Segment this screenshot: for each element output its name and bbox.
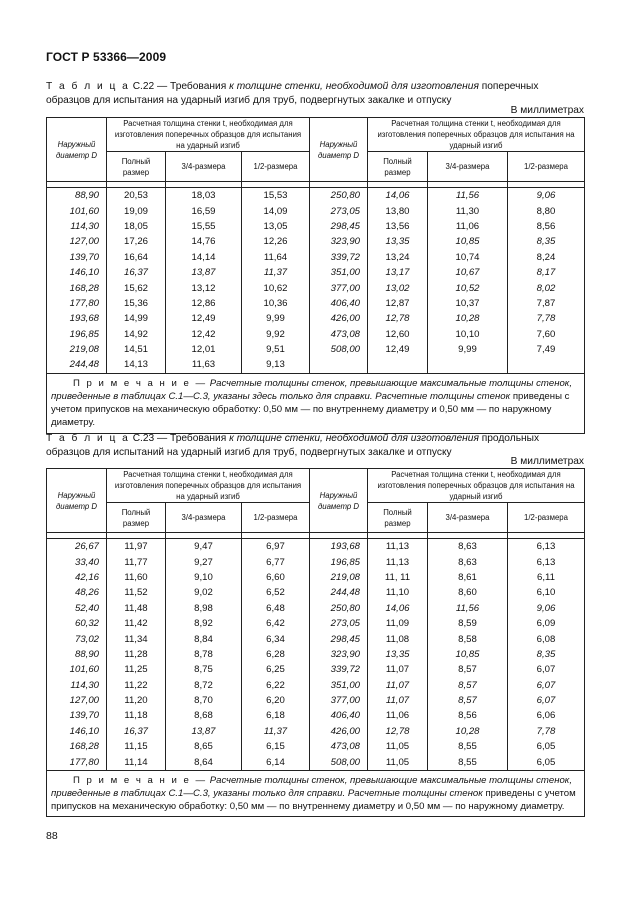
table-row bbox=[47, 754, 585, 770]
right-diameter-cell: 377,00 bbox=[310, 280, 368, 295]
left-q34-cell: 15,55 bbox=[166, 219, 242, 234]
table22-34-header-right: 3/4-размера bbox=[428, 152, 508, 182]
left-q12-cell: 9,51 bbox=[242, 342, 310, 357]
left-diameter-cell: 114,30 bbox=[47, 678, 107, 693]
left-diameter-cell: 168,28 bbox=[47, 280, 107, 295]
left-diameter-cell: 114,30 bbox=[47, 219, 107, 234]
table23-caption-italic: к толщине стенки, необходимой для изготовления bbox=[229, 433, 479, 444]
right-q12-cell: 7,87 bbox=[508, 296, 585, 311]
left-q12-cell: 6,22 bbox=[242, 678, 310, 693]
table23-12-header-right: 1/2-размера bbox=[508, 503, 585, 533]
left-diameter-cell: 33,40 bbox=[47, 554, 107, 569]
table23 bbox=[46, 468, 585, 817]
right-full-cell: 12,78 bbox=[368, 724, 428, 739]
right-full-cell: 11,08 bbox=[368, 631, 428, 646]
left-full-cell: 11,28 bbox=[107, 647, 166, 662]
left-diameter-cell: 196,85 bbox=[47, 327, 107, 342]
right-full-cell: 11,06 bbox=[368, 708, 428, 723]
left-full-cell: 11,48 bbox=[107, 601, 166, 616]
right-q12-cell: 8,24 bbox=[508, 250, 585, 265]
right-full-cell: 13,56 bbox=[368, 219, 428, 234]
right-full-cell: 13,24 bbox=[368, 250, 428, 265]
right-q12-cell: 7,78 bbox=[508, 724, 585, 739]
right-q34-cell: 10,10 bbox=[428, 327, 508, 342]
right-diameter-cell bbox=[310, 357, 368, 373]
right-diameter-cell: 323,90 bbox=[310, 647, 368, 662]
right-q12-cell bbox=[508, 357, 585, 373]
table-row bbox=[47, 678, 585, 693]
left-q34-cell: 12,49 bbox=[166, 311, 242, 326]
left-q12-cell: 6,60 bbox=[242, 570, 310, 585]
right-q34-cell: 8,57 bbox=[428, 662, 508, 677]
left-q12-cell: 13,05 bbox=[242, 219, 310, 234]
left-q12-cell: 11,64 bbox=[242, 250, 310, 265]
right-diameter-cell: 193,68 bbox=[310, 539, 368, 555]
table23-caption bbox=[46, 432, 584, 460]
left-q34-cell: 8,92 bbox=[166, 616, 242, 631]
left-q12-cell: 10,36 bbox=[242, 296, 310, 311]
right-full-cell: 11,07 bbox=[368, 678, 428, 693]
right-q34-cell: 8,60 bbox=[428, 585, 508, 600]
right-q34-cell: 10,52 bbox=[428, 280, 508, 295]
left-full-cell: 18,05 bbox=[107, 219, 166, 234]
table-row bbox=[47, 203, 585, 218]
left-full-cell: 19,09 bbox=[107, 203, 166, 218]
right-full-cell: 14,06 bbox=[368, 601, 428, 616]
table22-group-header-right: Расчетная толщина стенки t, необходимая для изготовления поперечных образцов для испытания на ударный изгиб bbox=[368, 118, 585, 152]
table22-note-rest: приведены с учетом припусков на механическую обработку: 0,50 мм — по внутреннему диаметру и 0,50 мм — по наружному диаметру. bbox=[51, 390, 570, 429]
left-full-cell: 14,99 bbox=[107, 311, 166, 326]
right-q12-cell: 8,02 bbox=[508, 280, 585, 295]
table-row bbox=[47, 570, 585, 585]
left-q12-cell: 6,42 bbox=[242, 616, 310, 631]
table22-note bbox=[47, 373, 585, 433]
right-diameter-cell: 426,00 bbox=[310, 724, 368, 739]
table-row bbox=[47, 616, 585, 631]
table23-34-header-left: 3/4-размера bbox=[166, 503, 242, 533]
right-full-cell: 11,10 bbox=[368, 585, 428, 600]
left-full-cell: 14,51 bbox=[107, 342, 166, 357]
table23-diameter-header-left: Наружный диаметр D bbox=[47, 469, 107, 533]
table23-caption-rest: продольных образцов для испытаний на ударный изгиб для труб, подвергнутых закалке и отпуску bbox=[46, 433, 540, 458]
right-diameter-cell: 196,85 bbox=[310, 554, 368, 569]
right-diameter-cell: 473,08 bbox=[310, 739, 368, 754]
table-row bbox=[47, 585, 585, 600]
left-full-cell: 11,15 bbox=[107, 739, 166, 754]
right-q34-cell: 8,58 bbox=[428, 631, 508, 646]
table-row bbox=[47, 342, 585, 357]
left-q34-cell: 9,27 bbox=[166, 554, 242, 569]
table-row bbox=[47, 188, 585, 204]
left-q12-cell: 6,20 bbox=[242, 693, 310, 708]
right-diameter-cell: 339,72 bbox=[310, 250, 368, 265]
left-diameter-cell: 244,48 bbox=[47, 357, 107, 373]
left-q12-cell: 6,97 bbox=[242, 539, 310, 555]
left-full-cell: 11,97 bbox=[107, 539, 166, 555]
right-full-cell: 14,06 bbox=[368, 188, 428, 204]
right-q12-cell: 7,49 bbox=[508, 342, 585, 357]
left-q34-cell: 8,70 bbox=[166, 693, 242, 708]
right-full-cell: 11,13 bbox=[368, 539, 428, 555]
left-q34-cell: 8,78 bbox=[166, 647, 242, 662]
right-q12-cell: 6,13 bbox=[508, 539, 585, 555]
right-full-cell: 11, 11 bbox=[368, 570, 428, 585]
right-diameter-cell: 244,48 bbox=[310, 585, 368, 600]
table22-full-header-right: Полный размер bbox=[368, 152, 428, 182]
table23-note bbox=[47, 770, 585, 817]
table22-caption-num: С.22 — Требования bbox=[132, 81, 227, 92]
left-diameter-cell: 146,10 bbox=[47, 724, 107, 739]
table-row bbox=[47, 265, 585, 280]
left-q34-cell: 9,02 bbox=[166, 585, 242, 600]
left-q12-cell: 9,13 bbox=[242, 357, 310, 373]
table-row bbox=[47, 296, 585, 311]
left-diameter-cell: 127,00 bbox=[47, 234, 107, 249]
left-full-cell: 11,20 bbox=[107, 693, 166, 708]
left-q12-cell: 6,52 bbox=[242, 585, 310, 600]
left-q34-cell: 12,86 bbox=[166, 296, 242, 311]
right-q34-cell: 10,74 bbox=[428, 250, 508, 265]
table22-caption-rest: поперечных образцов для испытания на ударный изгиб для труб, подвергнутых закалке и отпуску bbox=[46, 81, 539, 106]
left-full-cell: 14,92 bbox=[107, 327, 166, 342]
table23-full-header-left: Полный размер bbox=[107, 503, 166, 533]
left-diameter-cell: 26,67 bbox=[47, 539, 107, 555]
table23-caption-prefix: Т а б л и ц а bbox=[46, 433, 130, 444]
right-q12-cell: 9,06 bbox=[508, 188, 585, 204]
table22-diameter-header-right: Наружный диаметр D bbox=[310, 118, 368, 182]
table22-note-italic: Расчетные толщины стенок, превышающие максимальные толщины стенок, приведенные в таблицах С.1—С.3, указаны здесь только для справки. Расчетные толщины стенок bbox=[51, 377, 573, 402]
left-full-cell: 16,37 bbox=[107, 724, 166, 739]
table22-34-header-left: 3/4-размера bbox=[166, 152, 242, 182]
right-q34-cell: 10,85 bbox=[428, 647, 508, 662]
right-q12-cell: 6,07 bbox=[508, 693, 585, 708]
right-full-cell: 13,80 bbox=[368, 203, 428, 218]
page-number: 88 bbox=[46, 830, 58, 842]
left-q34-cell: 8,68 bbox=[166, 708, 242, 723]
right-q34-cell: 8,63 bbox=[428, 539, 508, 555]
left-q34-cell: 14,14 bbox=[166, 250, 242, 265]
right-q12-cell: 6,11 bbox=[508, 570, 585, 585]
table23-diameter-header-right: Наружный диаметр D bbox=[310, 469, 368, 533]
table23-note-italic: Расчетные толщины стенок, превышающие максимальные толщины стенок, приведенные в таблицах С.1—С.3, указаны только для справки. Расчетные толщины стенок bbox=[51, 774, 573, 800]
right-q34-cell: 10,28 bbox=[428, 724, 508, 739]
right-q34-cell: 10,28 bbox=[428, 311, 508, 326]
right-q34-cell: 9,99 bbox=[428, 342, 508, 357]
table-row bbox=[47, 539, 585, 555]
left-full-cell: 11,52 bbox=[107, 585, 166, 600]
table23-units: В миллиметрах bbox=[510, 456, 584, 467]
table23-note-label: П р и м е ч а н и е — bbox=[73, 774, 208, 786]
right-diameter-cell: 273,05 bbox=[310, 616, 368, 631]
left-q12-cell: 6,14 bbox=[242, 754, 310, 770]
left-q34-cell: 8,75 bbox=[166, 662, 242, 677]
right-q34-cell: 8,63 bbox=[428, 554, 508, 569]
right-diameter-cell: 508,00 bbox=[310, 754, 368, 770]
left-q12-cell: 9,92 bbox=[242, 327, 310, 342]
table23-group-header-right: Расчетная толщина стенки t, необходимая для изготовления поперечных образцов для испытания на ударный изгиб bbox=[368, 469, 585, 503]
table22-caption-italic: к толщине стенки, необходимой для изготовления bbox=[229, 81, 479, 92]
right-full-cell: 12,49 bbox=[368, 342, 428, 357]
left-diameter-cell: 60,32 bbox=[47, 616, 107, 631]
right-diameter-cell: 351,00 bbox=[310, 265, 368, 280]
right-diameter-cell: 351,00 bbox=[310, 678, 368, 693]
right-q34-cell: 11,06 bbox=[428, 219, 508, 234]
left-q34-cell: 8,84 bbox=[166, 631, 242, 646]
right-q12-cell: 6,10 bbox=[508, 585, 585, 600]
table-row bbox=[47, 631, 585, 646]
right-q34-cell: 8,56 bbox=[428, 708, 508, 723]
right-diameter-cell: 406,40 bbox=[310, 708, 368, 723]
right-full-cell: 11,05 bbox=[368, 754, 428, 770]
left-q12-cell: 14,09 bbox=[242, 203, 310, 218]
left-diameter-cell: 193,68 bbox=[47, 311, 107, 326]
right-q12-cell: 8,17 bbox=[508, 265, 585, 280]
table22-group-header-left: Расчетная толщина стенки t, необходимая для изготовления поперечных образцов для испытания на ударный изгиб bbox=[107, 118, 310, 152]
right-q34-cell: 11,30 bbox=[428, 203, 508, 218]
left-q12-cell: 11,37 bbox=[242, 265, 310, 280]
table22-caption bbox=[46, 80, 584, 108]
right-diameter-cell: 250,80 bbox=[310, 188, 368, 204]
table23-34-header-right: 3/4-размера bbox=[428, 503, 508, 533]
left-full-cell: 11,18 bbox=[107, 708, 166, 723]
left-q12-cell: 6,34 bbox=[242, 631, 310, 646]
left-diameter-cell: 52,40 bbox=[47, 601, 107, 616]
left-diameter-cell: 168,28 bbox=[47, 739, 107, 754]
right-q34-cell: 10,37 bbox=[428, 296, 508, 311]
table-row bbox=[47, 739, 585, 754]
table22-12-header-left: 1/2-размера bbox=[242, 152, 310, 182]
right-q12-cell: 8,80 bbox=[508, 203, 585, 218]
table22-full-header-left: Полный размер bbox=[107, 152, 166, 182]
right-q34-cell bbox=[428, 357, 508, 373]
right-q34-cell: 8,55 bbox=[428, 739, 508, 754]
right-full-cell: 12,60 bbox=[368, 327, 428, 342]
left-diameter-cell: 88,90 bbox=[47, 188, 107, 204]
right-diameter-cell: 219,08 bbox=[310, 570, 368, 585]
left-q12-cell: 6,25 bbox=[242, 662, 310, 677]
left-diameter-cell: 42,16 bbox=[47, 570, 107, 585]
table-row bbox=[47, 724, 585, 739]
left-diameter-cell: 139,70 bbox=[47, 708, 107, 723]
left-q34-cell: 13,87 bbox=[166, 265, 242, 280]
left-diameter-cell: 139,70 bbox=[47, 250, 107, 265]
table-row bbox=[47, 601, 585, 616]
right-full-cell: 12,78 bbox=[368, 311, 428, 326]
right-q12-cell: 6,05 bbox=[508, 739, 585, 754]
right-full-cell: 11,13 bbox=[368, 554, 428, 569]
left-q34-cell: 8,64 bbox=[166, 754, 242, 770]
left-full-cell: 17,26 bbox=[107, 234, 166, 249]
right-diameter-cell: 298,45 bbox=[310, 631, 368, 646]
right-q12-cell: 6,05 bbox=[508, 754, 585, 770]
right-q34-cell: 11,56 bbox=[428, 188, 508, 204]
left-q12-cell: 6,77 bbox=[242, 554, 310, 569]
table22-12-header-right: 1/2-размера bbox=[508, 152, 585, 182]
right-diameter-cell: 339,72 bbox=[310, 662, 368, 677]
left-full-cell: 16,37 bbox=[107, 265, 166, 280]
left-q34-cell: 18,03 bbox=[166, 188, 242, 204]
left-q34-cell: 8,98 bbox=[166, 601, 242, 616]
right-q12-cell: 6,13 bbox=[508, 554, 585, 569]
table23-caption-num: С.23 — Требования bbox=[132, 433, 227, 444]
right-q12-cell: 9,06 bbox=[508, 601, 585, 616]
right-diameter-cell: 473,08 bbox=[310, 327, 368, 342]
left-q12-cell: 6,28 bbox=[242, 647, 310, 662]
left-full-cell: 11,25 bbox=[107, 662, 166, 677]
table-row bbox=[47, 554, 585, 569]
left-diameter-cell: 101,60 bbox=[47, 203, 107, 218]
table-row bbox=[47, 234, 585, 249]
left-q34-cell: 11,63 bbox=[166, 357, 242, 373]
table23-note-rest: приведены с учетом припусков на механическую обработку: 0,50 мм — по внутреннему диаметру и 0,50 мм — по наружному диаметру. bbox=[51, 788, 576, 813]
left-q12-cell: 12,26 bbox=[242, 234, 310, 249]
left-q12-cell: 11,37 bbox=[242, 724, 310, 739]
right-diameter-cell: 250,80 bbox=[310, 601, 368, 616]
table-row bbox=[47, 708, 585, 723]
left-full-cell: 11,34 bbox=[107, 631, 166, 646]
right-diameter-cell: 298,45 bbox=[310, 219, 368, 234]
left-q34-cell: 9,47 bbox=[166, 539, 242, 555]
left-q34-cell: 16,59 bbox=[166, 203, 242, 218]
left-full-cell: 11,60 bbox=[107, 570, 166, 585]
right-q12-cell: 6,07 bbox=[508, 678, 585, 693]
left-diameter-cell: 101,60 bbox=[47, 662, 107, 677]
left-full-cell: 11,42 bbox=[107, 616, 166, 631]
table-row bbox=[47, 219, 585, 234]
right-full-cell bbox=[368, 357, 428, 373]
right-q34-cell: 8,57 bbox=[428, 678, 508, 693]
right-diameter-cell: 273,05 bbox=[310, 203, 368, 218]
right-q34-cell: 8,59 bbox=[428, 616, 508, 631]
table23-group-header-left: Расчетная толщина стенки t, необходимая для изготовления поперечных образцов для испытания на ударный изгиб bbox=[107, 469, 310, 503]
right-full-cell: 13,02 bbox=[368, 280, 428, 295]
right-q12-cell: 6,08 bbox=[508, 631, 585, 646]
right-q12-cell: 8,35 bbox=[508, 234, 585, 249]
left-q34-cell: 9,10 bbox=[166, 570, 242, 585]
left-q12-cell: 15,53 bbox=[242, 188, 310, 204]
left-full-cell: 11,22 bbox=[107, 678, 166, 693]
table-row bbox=[47, 662, 585, 677]
right-q34-cell: 8,57 bbox=[428, 693, 508, 708]
left-diameter-cell: 127,00 bbox=[47, 693, 107, 708]
right-full-cell: 13,17 bbox=[368, 265, 428, 280]
right-q12-cell: 6,09 bbox=[508, 616, 585, 631]
right-diameter-cell: 406,40 bbox=[310, 296, 368, 311]
table-row bbox=[47, 357, 585, 373]
left-q34-cell: 12,42 bbox=[166, 327, 242, 342]
right-q12-cell: 7,60 bbox=[508, 327, 585, 342]
right-q34-cell: 10,67 bbox=[428, 265, 508, 280]
table23-full-header-right: Полный размер bbox=[368, 503, 428, 533]
right-diameter-cell: 426,00 bbox=[310, 311, 368, 326]
left-q34-cell: 13,87 bbox=[166, 724, 242, 739]
right-full-cell: 12,87 bbox=[368, 296, 428, 311]
right-full-cell: 11,05 bbox=[368, 739, 428, 754]
right-q12-cell: 6,07 bbox=[508, 662, 585, 677]
right-full-cell: 13,35 bbox=[368, 234, 428, 249]
left-q34-cell: 8,72 bbox=[166, 678, 242, 693]
right-full-cell: 11,09 bbox=[368, 616, 428, 631]
right-full-cell: 11,07 bbox=[368, 662, 428, 677]
left-diameter-cell: 219,08 bbox=[47, 342, 107, 357]
left-q12-cell: 6,48 bbox=[242, 601, 310, 616]
left-q12-cell: 6,15 bbox=[242, 739, 310, 754]
table-row bbox=[47, 250, 585, 265]
table22 bbox=[46, 117, 585, 434]
left-full-cell: 15,36 bbox=[107, 296, 166, 311]
left-diameter-cell: 177,80 bbox=[47, 754, 107, 770]
table22-caption-prefix: Т а б л и ц а bbox=[46, 81, 130, 92]
table-row bbox=[47, 311, 585, 326]
table22-note-label: П р и м е ч а н и е — bbox=[73, 377, 208, 389]
document-header: ГОСТ Р 53366—2009 bbox=[46, 50, 167, 64]
right-q12-cell: 8,56 bbox=[508, 219, 585, 234]
left-diameter-cell: 48,26 bbox=[47, 585, 107, 600]
left-full-cell: 16,64 bbox=[107, 250, 166, 265]
right-q34-cell: 8,61 bbox=[428, 570, 508, 585]
right-q12-cell: 7,78 bbox=[508, 311, 585, 326]
right-q34-cell: 11,56 bbox=[428, 601, 508, 616]
right-full-cell: 11,07 bbox=[368, 693, 428, 708]
left-q12-cell: 10,62 bbox=[242, 280, 310, 295]
left-q34-cell: 13,12 bbox=[166, 280, 242, 295]
left-diameter-cell: 88,90 bbox=[47, 647, 107, 662]
left-q12-cell: 9,99 bbox=[242, 311, 310, 326]
right-q12-cell: 6,06 bbox=[508, 708, 585, 723]
left-full-cell: 11,77 bbox=[107, 554, 166, 569]
left-full-cell: 20,53 bbox=[107, 188, 166, 204]
left-q34-cell: 12,01 bbox=[166, 342, 242, 357]
right-diameter-cell: 377,00 bbox=[310, 693, 368, 708]
right-diameter-cell: 323,90 bbox=[310, 234, 368, 249]
table-row bbox=[47, 327, 585, 342]
left-q12-cell: 6,18 bbox=[242, 708, 310, 723]
left-q34-cell: 14,76 bbox=[166, 234, 242, 249]
left-diameter-cell: 146,10 bbox=[47, 265, 107, 280]
table-row bbox=[47, 280, 585, 295]
left-diameter-cell: 73,02 bbox=[47, 631, 107, 646]
right-q34-cell: 10,85 bbox=[428, 234, 508, 249]
left-diameter-cell: 177,80 bbox=[47, 296, 107, 311]
table-row bbox=[47, 647, 585, 662]
left-full-cell: 15,62 bbox=[107, 280, 166, 295]
table22-units: В миллиметрах bbox=[510, 105, 584, 116]
left-full-cell: 11,14 bbox=[107, 754, 166, 770]
left-q34-cell: 8,65 bbox=[166, 739, 242, 754]
right-full-cell: 13,35 bbox=[368, 647, 428, 662]
right-q12-cell: 8,35 bbox=[508, 647, 585, 662]
left-full-cell: 14,13 bbox=[107, 357, 166, 373]
right-q34-cell: 8,55 bbox=[428, 754, 508, 770]
table22-diameter-header-left: Наружный диаметр D bbox=[47, 118, 107, 182]
table23-12-header-left: 1/2-размера bbox=[242, 503, 310, 533]
right-diameter-cell: 508,00 bbox=[310, 342, 368, 357]
table-row bbox=[47, 693, 585, 708]
